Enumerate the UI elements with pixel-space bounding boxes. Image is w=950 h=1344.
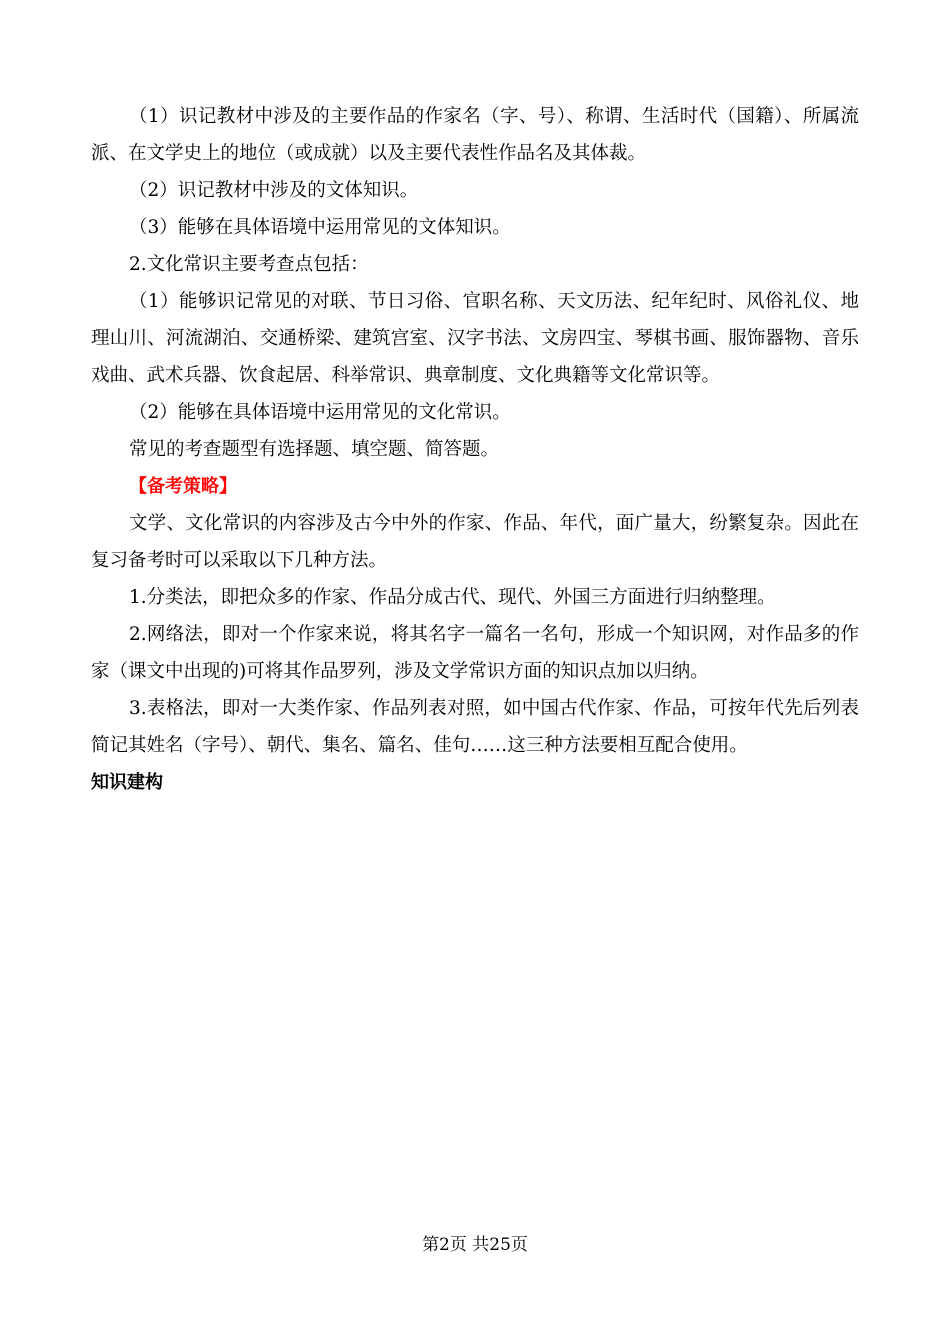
- page-content: [91, 98, 859, 801]
- paragraph-culture-intro: 2.文化常识主要考查点包括：: [129, 254, 369, 275]
- paragraph-question-types: 常见的考查题型有选择题、填空题、简答题。: [129, 439, 500, 460]
- strategy-heading: 【备考策略】: [129, 476, 237, 497]
- paragraph-literature-point-3: （3）能够在具体语境中运用常见的文体知识。: [129, 217, 511, 238]
- paragraph-strategy-table: 3.表格法，即对一大类作家、作品列表对照，如中国古代作家、作品，可按年代先后列表简记其姓名（字号）、朝代、集名、篇名、佳句……这三种方法要相互配合使用。: [91, 698, 859, 756]
- knowledge-heading: 知识建构: [91, 772, 163, 793]
- paragraph-strategy-network: 2.网络法，即对一个作家来说，将其名字一篇名一名句，形成一个知识网，对作品多的作家（课文中出现的)可将其作品罗列，涉及文学常识方面的知识点加以归纳。: [91, 624, 859, 682]
- paragraph-culture-point-2: （2）能够在具体语境中运用常见的文化常识。: [129, 402, 511, 423]
- page-footer: 第2页 共25页: [422, 1235, 528, 1255]
- paragraph-strategy-classification: 1.分类法，即把众多的作家、作品分成古代、现代、外国三方面进行归纳整理。: [129, 587, 776, 608]
- paragraph-literature-point-1: （1）识记教材中涉及的主要作品的作家名（字、号）、称谓、生活时代（国籍）、所属流派、在文学史上的地位（或成就）以及主要代表性作品名及其体裁。: [91, 106, 859, 164]
- paragraph-culture-point-1: （1）能够识记常见的对联、节日习俗、官职名称、天文历法、纪年纪时、风俗礼仪、地理山川、河流湖泊、交通桥梁、建筑宫室、汉字书法、文房四宝、琴棋书画、服饰器物、音乐戏曲、武术兵器、饮食起居、科举常识、典章制度、文化典籍等文化常识等。: [91, 291, 859, 386]
- paragraph-strategy-intro: 文学、文化常识的内容涉及古今中外的作家、作品、年代，面广量大，纷繁复杂。因此在复习备考时可以采取以下几种方法。: [91, 513, 859, 571]
- paragraph-literature-point-2: （2）识记教材中涉及的文体知识。: [129, 180, 419, 201]
